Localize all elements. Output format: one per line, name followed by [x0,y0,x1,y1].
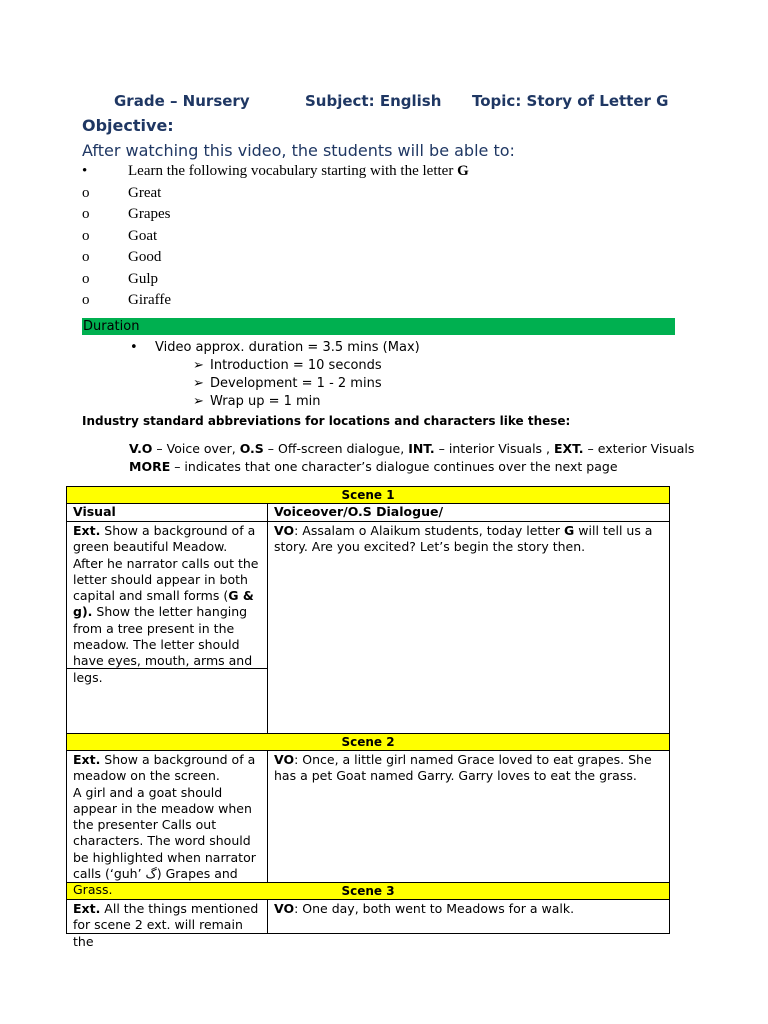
table-row [66,521,670,733]
scene-1-visual-text: Ext. Show a background of a green beautiful Meadow. After he narrator calls out the letter should appear in both capital and small forms (G & g). Show the letter hanging from a tree present in the meadow. The letter should have eyes, mouth, arms and legs. [67,522,267,669]
abbr-term-vo: V.O [129,441,153,456]
topic-label: Topic: Story of Letter G [472,92,669,110]
table-row [66,503,670,521]
bullet-icon: • [82,163,88,179]
abbreviations-line-2 [129,459,618,474]
vocabulary-word: Great [128,184,162,201]
abbreviations-heading: Industry standard abbreviations for locations and characters like these: [82,414,571,428]
objective-intro: After watching this video, the students will be able to: [82,141,515,160]
circle-bullet-icon: o [82,184,90,201]
scene-3-visual-cell: Ext. All the things mentioned for scene 2 ext. will remain the [67,900,268,933]
grade-label: Grade – Nursery [114,92,250,110]
scene-3-voiceover-cell: VO: One day, both went to Meadows for a walk. [274,901,575,916]
bullet-icon: • [130,340,138,355]
duration-sub-item [193,394,321,409]
duration-introduction: Introduction = 10 seconds [210,358,382,373]
column-header-voiceover: Voiceover/O.S Dialogue/ [274,504,444,519]
subject-label: Subject: English [305,92,442,110]
arrow-bullet-icon: ➢ [193,358,204,373]
circle-bullet-icon: o [82,249,90,265]
abbr-term-ext: EXT. [554,441,584,456]
arrow-bullet-icon: ➢ [193,394,204,409]
duration-sub-item [193,376,382,391]
main-point-text: Learn the following vocabulary starting with the letter [128,163,458,179]
duration-total: Video approx. duration = 3.5 mins (Max) [155,340,420,355]
duration-wrapup: Wrap up = 1 min [210,394,321,409]
arrow-bullet-icon: ➢ [193,376,204,391]
abbr-desc-os: – Off-screen dialogue, [263,441,409,456]
column-header-visual: Visual [67,504,268,521]
scene-3-header: Scene 3 [66,882,670,899]
objective-heading: Objective: [82,116,174,135]
circle-bullet-icon: o [82,227,90,244]
vocabulary-word: Goat [128,227,158,244]
abbr-desc-ext: – exterior Visuals [583,441,695,456]
scene-2-header: Scene 2 [66,733,670,750]
circle-bullet-icon: o [82,292,90,308]
scene-1-voiceover-cell: VO: Assalam o Alaikum students, today letter G will tell us a story. Are you excited? Let’s begin the story then. [274,523,653,555]
duration-heading-bar [82,318,675,335]
main-point-letter: G [457,163,469,179]
circle-bullet-icon: o [82,270,90,287]
duration-development: Development = 1 - 2 mins [210,376,382,391]
abbr-desc-more: – indicates that one character’s dialogue continues over the next page [170,459,618,474]
duration-sub-item [193,358,382,373]
duration-heading: Duration [83,319,140,334]
scene-2-voiceover-cell: VO: Once, a little girl named Grace loved to eat grapes. She has a pet Goat named Garry. Garry loves to eat the grass. [274,752,652,784]
vocabulary-word: Grapes [128,206,171,222]
scene-1-header: Scene 1 [66,486,670,503]
abbreviations-line-1 [129,441,694,456]
scene-2-visual-cell: Ext. Show a background of a meadow on the screen. A girl and a goat should appear in the meadow when the presenter Calls out characters. The word should be highlighted when narrator calls (‘guh’ گ) Grapes and Grass. [67,751,268,882]
abbr-term-int: INT. [408,441,435,456]
abbr-term-more: MORE [129,459,171,474]
vocabulary-word: Gulp [128,270,158,287]
abbr-term-os: O.S [239,441,264,456]
scenes-table [66,486,670,949]
vocabulary-word: Giraffe [128,292,172,308]
circle-bullet-icon: o [82,206,90,222]
scene-1-visual-cell [67,522,268,733]
vocabulary-word: Good [128,249,162,265]
abbr-desc-vo: – Voice over, [152,441,240,456]
abbr-desc-int: – interior Visuals , [434,441,554,456]
scene-1-visual-empty [67,669,267,733]
table-row [66,899,670,949]
